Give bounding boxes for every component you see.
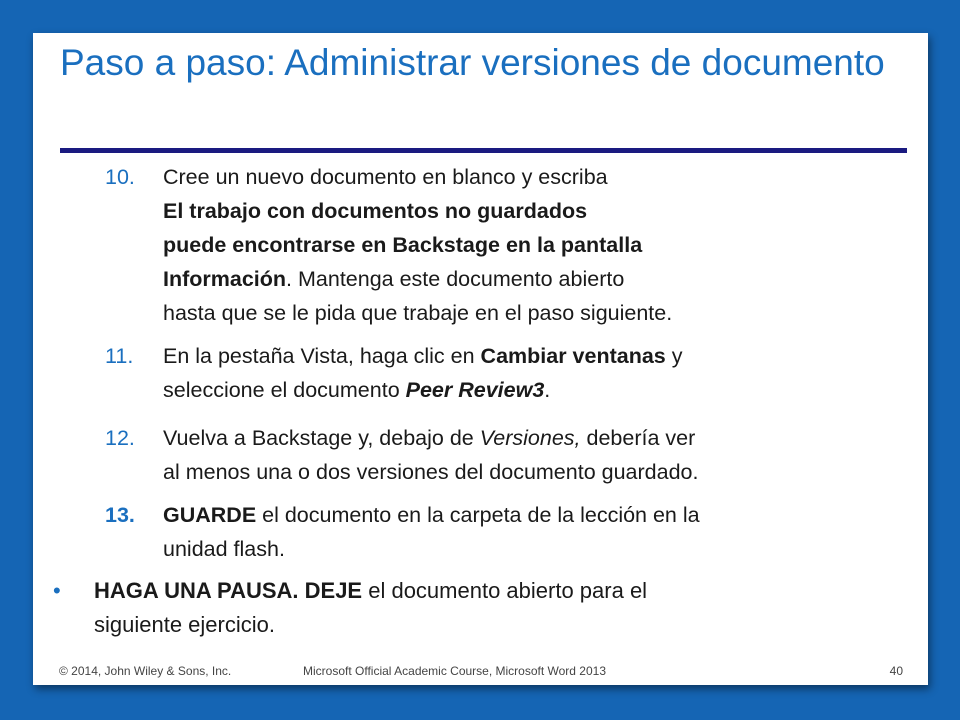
step-line	[163, 262, 903, 296]
step-text	[163, 160, 903, 330]
slide-title: Paso a paso: Administrar versiones de documento	[60, 42, 885, 83]
step-number: 11.	[105, 344, 134, 368]
slide-footer	[59, 664, 909, 682]
step-number: 10.	[105, 165, 135, 189]
plain-text: seleccione el documento	[163, 378, 406, 402]
bold-text: Información	[163, 267, 287, 291]
plain-text: debería ver	[580, 426, 696, 450]
footer-copyright: © 2014, John Wiley & Sons, Inc.	[59, 664, 232, 678]
slide	[33, 33, 928, 685]
step-text	[163, 421, 903, 489]
step-text	[163, 498, 903, 566]
step-line	[163, 421, 903, 455]
plain-text: el documento abierto para el	[362, 578, 648, 603]
title-divider	[60, 148, 907, 153]
bullet-dot-icon: •	[53, 578, 61, 603]
step-line	[163, 498, 903, 532]
step-line: puede encontrarse en Backstage en la pantalla	[163, 233, 643, 257]
step-line: hasta que se le pida que trabaje en el paso siguiente.	[163, 301, 673, 325]
footer-course: Microsoft Official Academic Course, Microsoft Word 2013	[303, 664, 606, 678]
step-number: 13.	[105, 503, 135, 527]
step-line: unidad flash.	[163, 537, 285, 561]
step-line	[163, 373, 903, 407]
bold-text: HAGA UNA PAUSA. DEJE	[94, 578, 363, 603]
bold-text: GUARDE	[163, 503, 257, 527]
step-text	[163, 339, 903, 407]
step-line: Cree un nuevo documento en blanco y escriba	[163, 165, 608, 189]
plain-text: y	[665, 344, 683, 368]
plain-text: En la pestaña Vista, haga clic en	[163, 344, 481, 368]
step-line: El trabajo con documentos no guardados	[163, 199, 588, 223]
plain-text: . Mantenga este documento abierto	[286, 267, 625, 291]
step-line	[163, 339, 903, 373]
step-line: al menos una o dos versiones del documento guardado.	[163, 460, 699, 484]
plain-text: .	[544, 378, 551, 402]
step-number: 12.	[105, 426, 135, 450]
italic-text: Versiones,	[479, 426, 581, 450]
bold-text: Cambiar ventanas	[480, 344, 666, 368]
bullet-line	[94, 574, 894, 608]
plain-text: Vuelva a Backstage y, debajo de	[163, 426, 480, 450]
bullet-line: siguiente ejercicio.	[94, 612, 275, 637]
footer-page-number: 40	[889, 664, 903, 678]
plain-text: el documento en la carpeta de la lección en la	[256, 503, 700, 527]
bullet-text	[94, 574, 894, 642]
bold-italic-text: Peer Review3	[405, 378, 545, 402]
